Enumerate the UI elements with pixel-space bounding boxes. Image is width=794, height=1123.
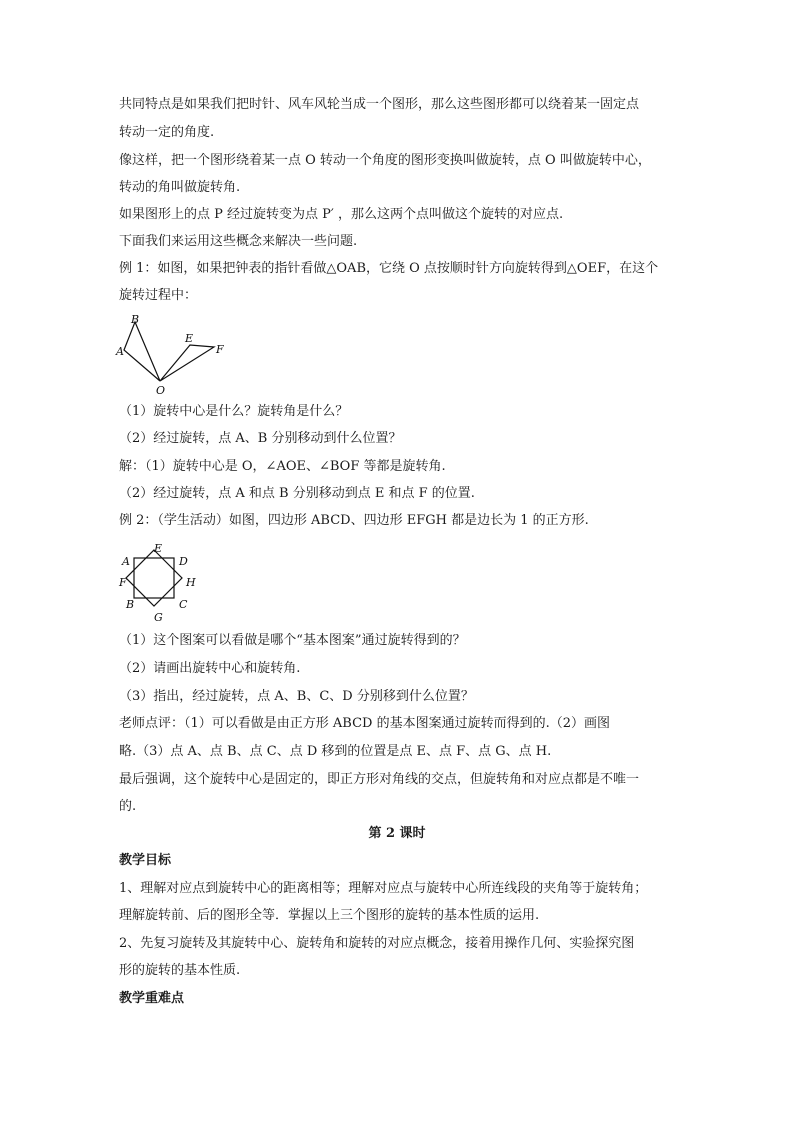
label-a: A [122,555,130,568]
label-d: D [179,555,188,568]
label-c: C [179,598,188,611]
figure-two-squares [116,538,198,624]
triangle-oab [124,322,160,381]
paragraph-line: 旋转过程中： [119,288,198,303]
question-line: （2）请画出旋转中心和旋转角. [119,661,301,676]
answer-line: 解：（1）旋转中心是 O，∠AOE、∠BOF 等都是旋转角. [119,459,446,474]
label-h: H [186,576,196,589]
paragraph-line: 如果图形上的点 P 经过旋转变为点 P′ ，那么这两个点叫做这个旋转的对应点. [119,207,564,222]
label-e: E [154,542,163,555]
label-g: G [154,611,163,624]
label-o: O [156,384,166,397]
goal-line: 形的旋转的基本性质. [119,963,241,978]
question-line: （2）经过旋转，点 A、B 分别移动到什么位置？ [119,431,402,446]
example-line: 例 2：（学生活动）如图，四边形 ABCD、四边形 EFGH 都是边长为 1 的正方形. [119,513,589,528]
label-b: B [126,598,135,611]
question-line: （1）旋转中心是什么？旋转角是什么？ [119,404,349,419]
paragraph-line: 转动的角叫做旋转角. [119,180,241,195]
figure-clock-hands [112,308,242,400]
label-f: F [216,343,224,356]
comment-line: 老师点评：（1）可以看做是由正方形 ABCD 的基本图案通过旋转而得到的.（2）画图 [119,716,610,731]
lesson-title: 第 2 课时 [368,826,426,841]
label-b: B [131,313,140,326]
comment-line: 最后强调，这个旋转中心是固定的，即正方形对角线的交点，但旋转角和对应点都是不唯一 [119,772,640,787]
question-line: （1）这个图案可以看做是哪个“基本图案”通过旋转得到的？ [119,633,466,648]
section-heading-difficulty: 教学重难点 [119,991,185,1006]
section-heading-goals: 教学目标 [119,853,172,868]
goal-line: 2、先复习旋转及其旋转中心、旋转角和旋转的对应点概念，接着用操作几何、实验探究图 [119,936,635,951]
label-f: F [119,576,127,589]
paragraph-line: 共同特点是如果我们把时针、风车风轮当成一个图形，那么这些图形都可以绕着某一固定点 [119,97,640,112]
answer-line: （2）经过旋转，点 A 和点 B 分别移动到点 E 和点 F 的位置. [119,486,475,501]
paragraph-line: 例 1：如图，如果把钟表的指针看做△OAB，它绕 O 点按顺时针方向旋转得到△OEF，在这个 [119,261,659,276]
goal-line: 1、理解对应点到旋转中心的距离相等；理解对应点与旋转中心所连线段的夹角等于旋转角； [119,881,648,896]
label-e: E [185,332,194,345]
question-line: （3）指出，经过旋转，点 A、B、C、D 分别移到什么位置？ [119,689,474,704]
comment-line: 的. [119,799,137,814]
paragraph-line: 转动一定的角度. [119,125,215,140]
paragraph-line: 像这样，把一个图形绕着某一点 O 转动一个角度的图形变换叫做旋转，点 O 叫做旋转中心， [119,153,651,168]
paragraph-line: 下面我们来运用这些概念来解决一些问题. [119,234,358,249]
goal-line: 理解旋转前、后的图形全等．掌握以上三个图形的旋转的基本性质的运用. [119,908,540,923]
label-a: A [116,345,124,358]
comment-line: 略.（3）点 A、点 B、点 C、点 D 移到的位置是点 E、点 F、点 G、点 H. [119,744,552,759]
triangle-oef [160,345,214,381]
